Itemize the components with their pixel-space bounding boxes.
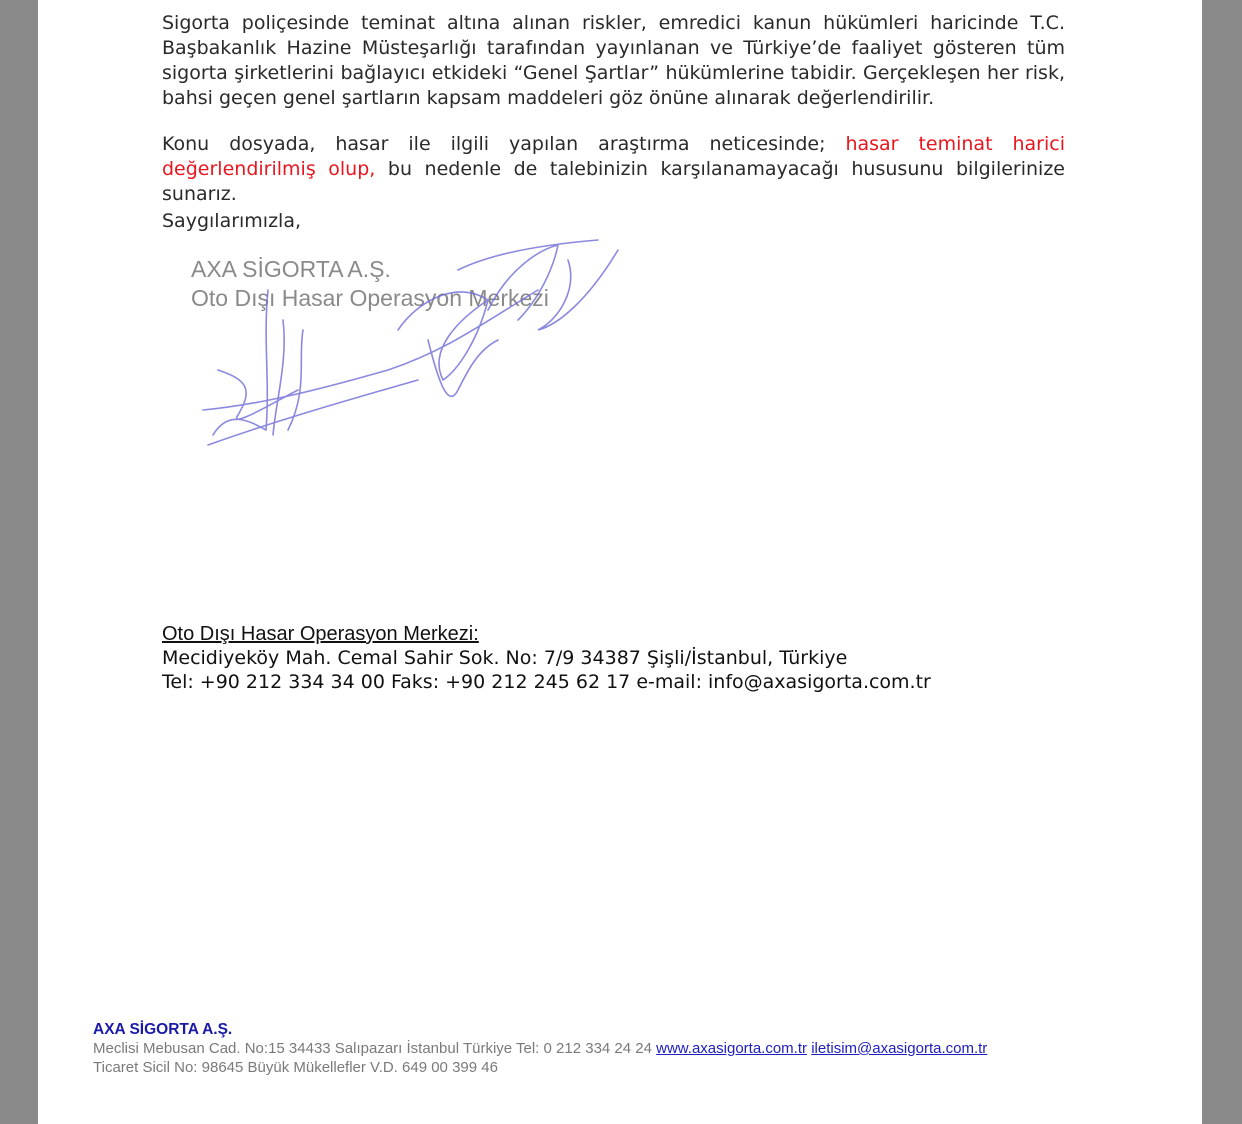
stamp-company-name: AXA SİGORTA A.Ş. <box>191 256 391 282</box>
document-page <box>38 0 1202 1124</box>
page-footer <box>93 1020 987 1077</box>
paragraph-2-text-end: bu nedenle de talebinizin karşılanamayacağı hususunu bilgilerinize sunarız. <box>162 158 1065 205</box>
handwritten-signature <box>158 230 658 460</box>
address-line: Mecidiyeköy Mah. Cemal Sahir Sok. No: 7/9 34387 Şişli/İstanbul, Türkiye <box>162 647 848 669</box>
body-paragraph-1: Sigorta poliçesinde teminat altına alınan riskler, emredici kanun hükümleri haricinde T.C. Başbakanlık Hazine Müsteşarlığı tarafından yayınlanan ve Türkiye’de faaliyet gösteren tüm sigorta şirketlerini bağlayıcı etkideki “Genel Şartlar” hükümlerine tabidir. Gerçekleşen her risk, bahsi geçen genel şartların kapsam maddeleri göz önüne alınarak değerlendirilir. <box>162 12 1065 109</box>
address-title: Oto Dışı Hasar Operasyon Merkezi: <box>162 623 479 645</box>
body-paragraph-2 <box>162 132 1065 207</box>
highlighted-text: hasar teminat harici değerlendirilmiş olup, <box>162 133 1065 180</box>
paragraph-2-text: Konu dosyada, hasar ile ilgili yapılan araştırma neticesinde; <box>162 133 846 155</box>
footer-address-text: Meclisi Mebusan Cad. No:15 34433 Salıpazarı İstanbul Türkiye Tel: 0 212 334 24 24 <box>93 1040 657 1057</box>
contact-line: Tel: +90 212 334 34 00 Faks: +90 212 245 62 17 e-mail: info@axasigorta.com.tr <box>162 671 931 693</box>
footer-website-link[interactable]: www.axasigorta.com.tr <box>656 1040 808 1057</box>
footer-address <box>93 1039 987 1058</box>
stamp-department: Oto Dışı Hasar Operasyon Merkezi <box>191 285 549 311</box>
footer-registry: Ticaret Sicil No: 98645 Büyük Mükellefler V.D. 649 00 399 46 <box>93 1059 498 1076</box>
footer-email-link[interactable]: iletisim@axasigorta.com.tr <box>811 1040 988 1057</box>
address-block <box>162 622 931 694</box>
closing-salutation: Saygılarımızla, <box>162 210 302 232</box>
footer-brand: AXA SİGORTA A.Ş. <box>93 1021 233 1038</box>
